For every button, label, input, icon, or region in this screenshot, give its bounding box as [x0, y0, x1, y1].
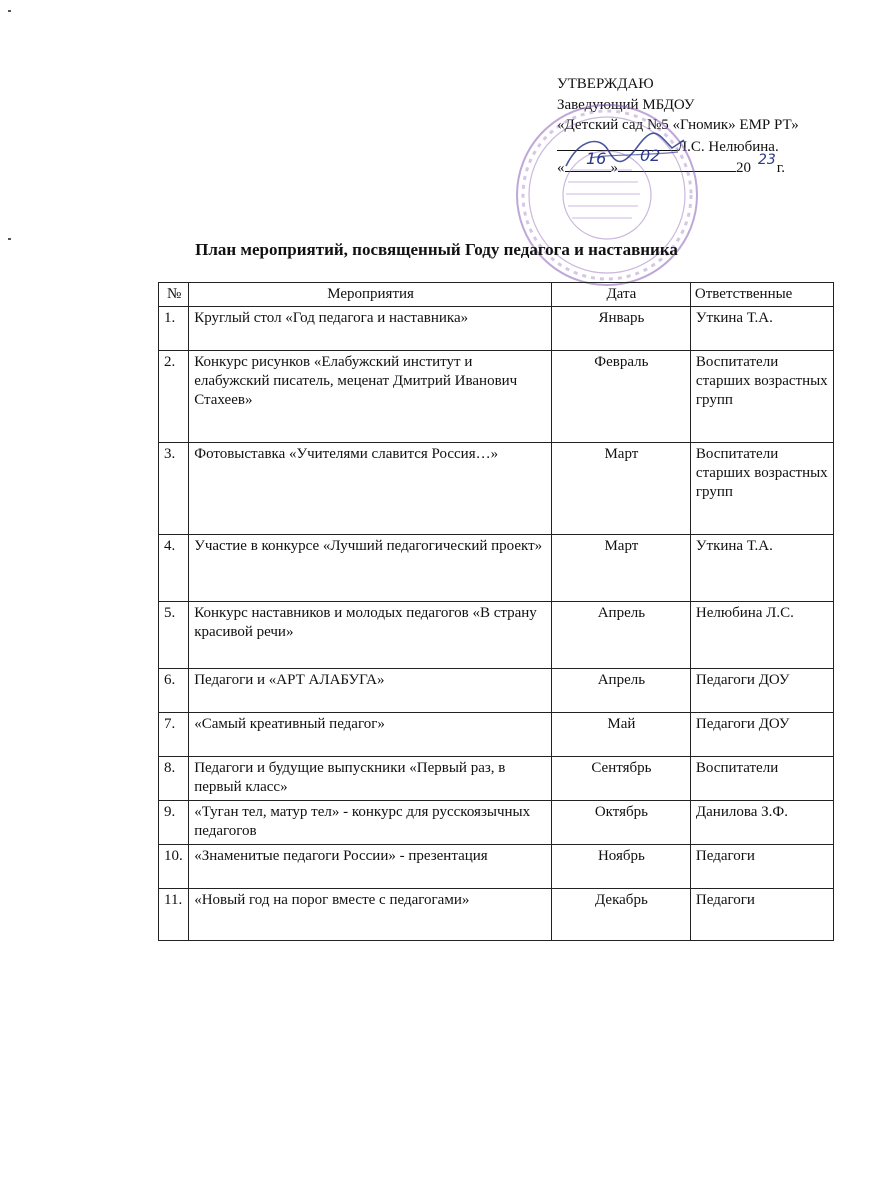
table-row: [159, 757, 834, 801]
row-event: Круглый стол «Год педагога и наставника»: [189, 307, 552, 351]
row-number: 11.: [159, 889, 189, 941]
row-number: 4.: [159, 535, 189, 602]
row-responsible: Уткина Т.А.: [690, 307, 833, 351]
row-responsible: Воспитатели старших возрастных групп: [690, 443, 833, 535]
table-row: [159, 443, 834, 535]
row-date: Ноябрь: [551, 845, 690, 889]
row-date: Апрель: [551, 602, 690, 669]
header-date: Дата: [551, 283, 690, 307]
row-date: Апрель: [551, 669, 690, 713]
table-row: [159, 307, 834, 351]
table-row: [159, 535, 834, 602]
handwritten-signature: [560, 128, 690, 178]
row-date: Сентябрь: [551, 757, 690, 801]
row-number: 9.: [159, 801, 189, 845]
table-row: [159, 713, 834, 757]
table-row: [159, 351, 834, 443]
document-title: План мероприятий, посвященный Году педагога и наставника: [195, 240, 678, 259]
handwritten-year: 23: [758, 152, 776, 168]
header-event: Мероприятия: [189, 283, 552, 307]
row-number: 1.: [159, 307, 189, 351]
table-row: [159, 889, 834, 941]
year-prefix: 20: [736, 160, 751, 176]
row-responsible: Педагоги ДОУ: [690, 669, 833, 713]
row-date: Март: [551, 443, 690, 535]
row-event: Конкурс рисунков «Елабужский институт и елабужский писатель, меценат Дмитрий Иванович Стахеев»: [189, 351, 552, 443]
approval-signatory: Л.С. Нелюбина.: [677, 138, 779, 155]
row-date: Май: [551, 713, 690, 757]
row-responsible: Уткина Т.А.: [690, 535, 833, 602]
date-close-quote: »: [610, 160, 618, 176]
row-number: 6.: [159, 669, 189, 713]
row-date: Октябрь: [551, 801, 690, 845]
row-date: Февраль: [551, 351, 690, 443]
approval-heading: УТВЕРЖДАЮ: [557, 76, 654, 92]
row-event: «Туган тел, матур тел» - конкурс для русскоязычных педагогов: [189, 801, 552, 845]
row-number: 8.: [159, 757, 189, 801]
row-responsible: Педагоги ДОУ: [690, 713, 833, 757]
table-row: [159, 669, 834, 713]
row-event: Фотовыставка «Учителями славится Россия…»: [189, 443, 552, 535]
row-event: «Самый креативный педагог»: [189, 713, 552, 757]
row-responsible: Нелюбина Л.С.: [690, 602, 833, 669]
row-event: «Новый год на порог вместе с педагогами»: [189, 889, 552, 941]
table-row: [159, 602, 834, 669]
row-date: Март: [551, 535, 690, 602]
row-event: Педагоги и «АРТ АЛАБУГА»: [189, 669, 552, 713]
row-number: 7.: [159, 713, 189, 757]
row-number: 3.: [159, 443, 189, 535]
table-row: [159, 801, 834, 845]
row-responsible: Воспитатели старших возрастных групп: [690, 351, 833, 443]
row-date: Декабрь: [551, 889, 690, 941]
row-responsible: Воспитатели: [690, 757, 833, 801]
row-responsible: Педагоги: [690, 889, 833, 941]
table-row: [159, 845, 834, 889]
handwritten-day: 16: [586, 149, 607, 168]
row-number: 5.: [159, 602, 189, 669]
row-event: Конкурс наставников и молодых педагогов «В страну красивой речи»: [189, 602, 552, 669]
row-number: 2.: [159, 351, 189, 443]
header-number: №: [159, 283, 189, 307]
row-responsible: Данилова З.Ф.: [690, 801, 833, 845]
handwritten-month: 02: [640, 146, 661, 165]
row-date: Январь: [551, 307, 690, 351]
row-event: Участие в конкурсе «Лучший педагогический проект»: [189, 535, 552, 602]
events-plan-table: [158, 282, 834, 941]
approval-organization: «Детский сад №5 «Гномик» ЕМР РТ»: [557, 117, 799, 133]
table-header-row: [159, 283, 834, 307]
row-event: «Знаменитые педагоги России» - презентация: [189, 845, 552, 889]
scan-speck: [8, 10, 11, 12]
header-responsible: Ответственные: [690, 283, 833, 307]
row-event: Педагоги и будущие выпускники «Первый раз, в первый класс»: [189, 757, 552, 801]
row-responsible: Педагоги: [690, 845, 833, 889]
row-number: 10.: [159, 845, 189, 889]
approval-position: Заведующий МБДОУ: [557, 96, 695, 113]
date-open-quote: «: [557, 160, 565, 176]
year-suffix: г.: [773, 160, 785, 176]
